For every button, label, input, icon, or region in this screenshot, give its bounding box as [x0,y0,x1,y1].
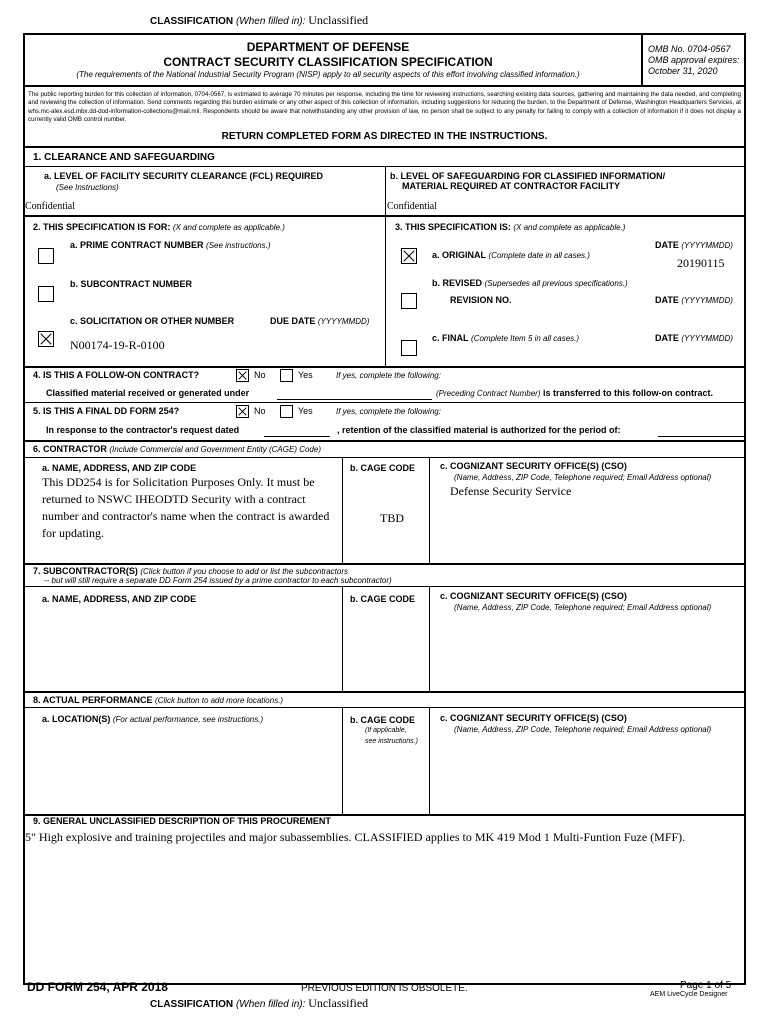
s8c-label: c. COGNIZANT SECURITY OFFICE(S) (CSO) [440,713,627,723]
s2b-label: b. SUBCONTRACT NUMBER [70,279,192,289]
followon-no-checkbox[interactable] [236,369,249,382]
solicitation-number-field[interactable]: N00174-19-R-0100 [70,338,165,352]
procurement-description-field[interactable]: 5" High explosive and training projectiles and major subassemblies. CLASSIFIED applies to MK 419 Mod 1 Multi-Funtion Fuze (MFF). [25,830,686,844]
s3c-label: c. FINAL (Complete Item 5 in all cases.) [432,333,580,343]
s6c-label: c. COGNIZANT SECURITY OFFICE(S) (CSO) [440,461,627,471]
form-title: CONTRACT SECURITY CLASSIFICATION SPECIFICATION [163,55,493,69]
s8a-label: a. LOCATION(S) (For actual performance, see instructions.) [42,714,264,724]
s2c-due-label: DUE DATE (YYYYMMDD) [270,316,370,326]
classification-top: CLASSIFICATION (When filled in): Unclassified [150,13,369,27]
designer-note: AEM LiveCycle Designer [650,991,728,998]
safeguarding-level-field[interactable]: Confidential [387,201,437,212]
original-date-field[interactable]: 20190115 [677,256,725,270]
s2-title: 2. THIS SPECIFICATION IS FOR: (X and complete as applicable.) [33,222,285,232]
s1b-label: b. LEVEL OF SAFEGUARDING FOR CLASSIFIED INFORMATION/ MATERIAL REQUIRED AT CONTRACTOR FACILITY [390,171,666,191]
revised-checkbox[interactable] [401,293,417,309]
classification-bottom-value[interactable]: Unclassified [308,996,369,1010]
s2a-label: a. PRIME CONTRACT NUMBER (See instructions.) [70,240,271,250]
s5-title: 5. IS THIS A FINAL DD FORM 254? [33,406,180,416]
contractor-address-field[interactable]: This DD254 is for Solicitation Purposes Only. It must be returned to NSWC IHEODTD Security with a contract number and contractor's name when the contract is awarded for updating. [42,475,330,540]
retention-period-field[interactable] [658,436,744,437]
omb-info: OMB No. 0704-0567 OMB approval expires: October 31, 2020 [648,44,740,76]
form-number: DD FORM 254, APR 2018 [27,980,168,994]
return-instruction: RETURN COMPLETED FORM AS DIRECTED IN THE INSTRUCTIONS. [221,131,548,142]
s4-title: 4. IS THIS A FOLLOW-ON CONTRACT? [33,370,200,380]
s3b-label: b. REVISED (Supersedes all previous specifications.) [432,278,628,288]
s1a-label: a. LEVEL OF FACILITY SECURITY CLEARANCE (FCL) REQUIRED [44,171,324,181]
s3a-date-label: DATE (YYYYMMDD) [655,240,733,250]
fcl-level-field[interactable]: Confidential [25,201,75,212]
s7b-label: b. CAGE CODE [350,594,416,604]
subcontract-checkbox[interactable] [38,286,54,302]
classification-bottom: CLASSIFICATION (When filled in): Unclassified [150,996,369,1010]
followon-yes-checkbox[interactable] [280,369,293,382]
final254-no-checkbox[interactable] [236,405,249,418]
s3a-label: a. ORIGINAL (Complete date in all cases.) [432,250,590,260]
final-checkbox[interactable] [401,340,417,356]
s9-title: 9. GENERAL UNCLASSIFIED DESCRIPTION OF THIS PROCUREMENT [33,816,331,826]
preceding-contract-field[interactable] [277,399,432,400]
contractor-cage-field[interactable]: TBD [380,511,404,525]
check-x-icon [237,406,248,417]
dept-title: DEPARTMENT OF DEFENSE [246,40,410,54]
check-x-icon [237,370,248,381]
s3-title: 3. THIS SPECIFICATION IS: (X and complete as applicable.) [395,222,626,232]
final254-yes-checkbox[interactable] [280,405,293,418]
s6-title: 6. CONTRACTOR (Include Commercial and Government Entity (CAGE) Code) [33,444,321,454]
prime-contract-checkbox[interactable] [38,248,54,264]
check-x-icon [402,249,416,263]
original-checkbox[interactable] [401,248,417,264]
classification-top-value[interactable]: Unclassified [308,13,369,27]
burden-statement: The public reporting burden for this collection of information, 0704-0567, is estimated to average 70 minutes per response, including the time for reviewing instructions, searching existing data sources, gathering and maintaining the data needed, and completing and reviewing the collection of information. Send comments regarding this burden estimate or any other aspect of this collection of information, including suggestions for reducing the burden, to the Department of Defense, Washington Headquarters Services, at whs.mc-alex.esd.mbx.dd-dod-information-collections@mail.mil. Respondents should be aware that notwithstanding any other provision of law, no person shall be subject to any penalty for failing to comply with a collection of information if it does not display a currently valid OMB control number. [28,91,741,123]
page-number: Page 1 of 5 [680,980,732,991]
s3c-date-label: DATE (YYYYMMDD) [655,333,733,343]
form-subtitle: (The requirements of the National Industrial Security Program (NISP) apply to all security aspects of this effort involving classified information.) [76,70,580,79]
s8-title: 8. ACTUAL PERFORMANCE (Click button to add more locations.) [33,695,284,705]
s6b-label: b. CAGE CODE [350,463,416,473]
s3b-date-label: DATE (YYYYMMDD) [655,295,733,305]
revision-no-label: REVISION NO. [450,295,512,305]
s7c-label: c. COGNIZANT SECURITY OFFICE(S) (CSO) [440,591,627,601]
s7a-label: a. NAME, ADDRESS, AND ZIP CODE [42,594,197,604]
solicitation-checkbox[interactable] [38,331,54,347]
s6a-label: a. NAME, ADDRESS, AND ZIP CODE [42,463,197,473]
check-x-icon [39,332,53,346]
s8b-label: b. CAGE CODE [350,715,416,725]
obsolete-note: PREVIOUS EDITION IS OBSOLETE. [301,983,468,994]
s7-title: 7. SUBCONTRACTOR(S) (Click button if you choose to add or list the subcontractors [33,566,349,576]
request-date-field[interactable] [264,436,330,437]
s1-title: 1. CLEARANCE AND SAFEGUARDING [33,152,215,163]
s2c-label: c. SOLICITATION OR OTHER NUMBER [70,316,235,326]
contractor-cso-field[interactable]: Defense Security Service [450,484,572,498]
